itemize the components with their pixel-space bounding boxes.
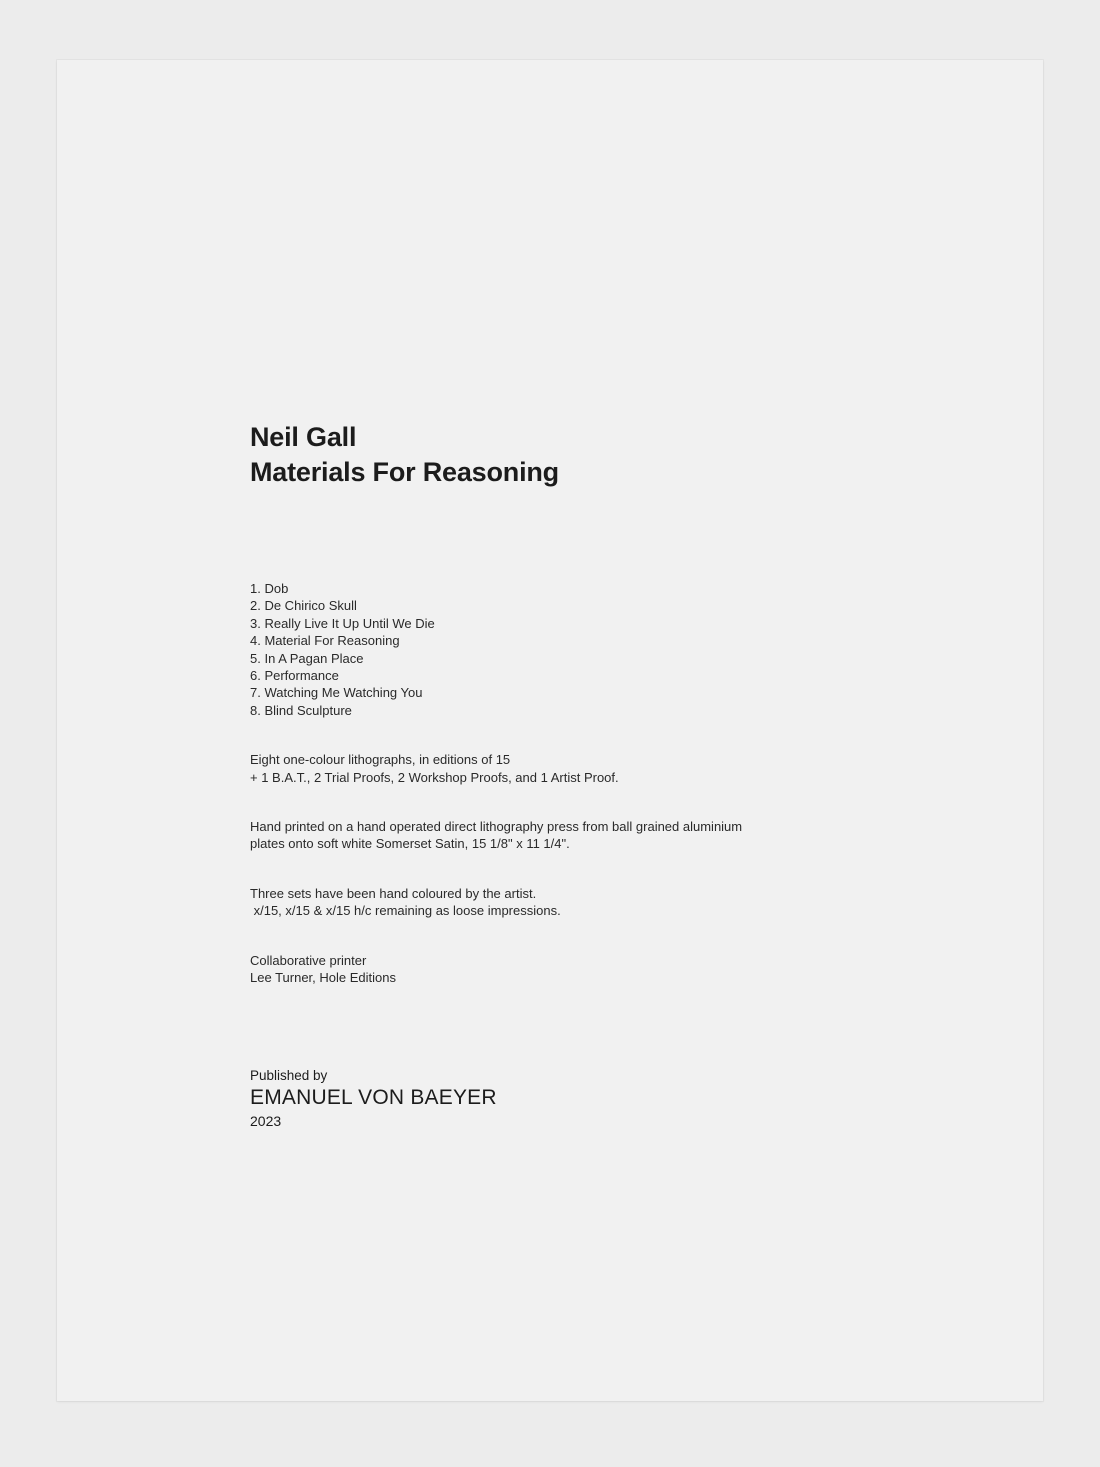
technique-line-1: Hand printed on a hand operated direct lithography press from ball grained aluminium xyxy=(250,819,743,835)
printer-label: Collaborative printer xyxy=(250,952,367,968)
list-item: 3. Really Live It Up Until We Die xyxy=(250,615,435,631)
list-item: 7. Watching Me Watching You xyxy=(250,685,423,701)
colophon-content xyxy=(250,420,950,1131)
list-item: 6. Performance xyxy=(250,668,339,684)
colouring-line-2: x/15, x/15 & x/15 h/c remaining as loose impressions. xyxy=(250,903,561,919)
list-item: 4. Material For Reasoning xyxy=(250,633,400,649)
technique-line-2: plates onto soft white Somerset Satin, 15 1/8" x 11 1/4". xyxy=(250,836,570,852)
edition-line-1: Eight one-colour lithographs, in editions of 15 xyxy=(250,752,511,768)
publication-year: 2023 xyxy=(250,1112,282,1129)
colophon-sheet xyxy=(57,60,1043,1401)
list-item: 2. De Chirico Skull xyxy=(250,598,357,614)
colouring-paragraph xyxy=(250,885,950,920)
artist-name: Neil Gall xyxy=(250,422,357,452)
printer-paragraph xyxy=(250,952,950,987)
list-item: 5. In A Pagan Place xyxy=(250,650,364,666)
list-item: 8. Blind Sculpture xyxy=(250,702,352,718)
list-item: 1. Dob xyxy=(250,581,289,596)
colouring-line-1: Three sets have been hand coloured by the artist. xyxy=(250,885,537,901)
printer-name: Lee Turner, Hole Editions xyxy=(250,970,396,986)
works-list xyxy=(250,580,950,719)
publisher-name: EMANUEL VON BAEYER xyxy=(250,1085,497,1109)
publisher-label: Published by xyxy=(250,1067,328,1083)
edition-paragraph xyxy=(250,751,950,786)
technique-paragraph xyxy=(250,818,950,853)
portfolio-title: Materials For Reasoning xyxy=(250,457,559,487)
edition-line-2: + 1 B.A.T., 2 Trial Proofs, 2 Workshop Proofs, and 1 Artist Proof. xyxy=(250,769,619,785)
publisher-block xyxy=(250,1067,950,1131)
title-block xyxy=(250,420,950,490)
